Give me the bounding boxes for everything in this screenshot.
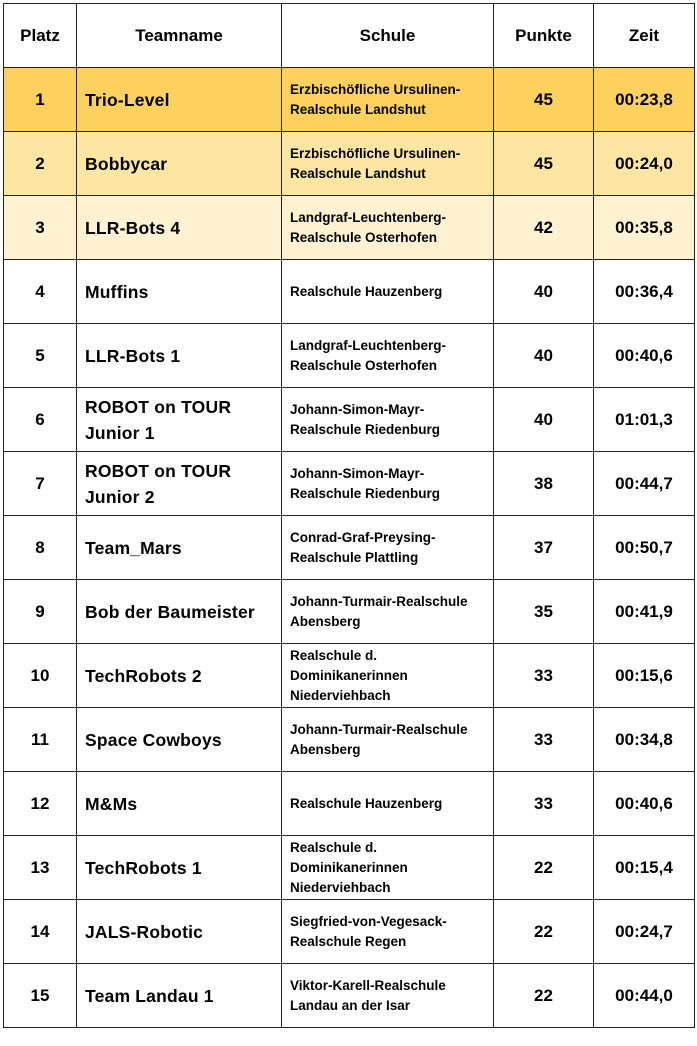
cell-platz: 10	[4, 644, 77, 708]
schule-line: Niederviehbach	[290, 879, 391, 895]
schule-line: Realschule Osterhofen	[290, 229, 438, 245]
cell-teamname	[77, 516, 282, 580]
cell-schule	[282, 836, 494, 900]
schule-line: Johann-Simon-Mayr-	[290, 465, 425, 481]
table-row	[4, 964, 695, 1028]
cell-punkte: 33	[494, 644, 594, 708]
cell-teamname	[77, 836, 282, 900]
header-punkte: Punkte	[494, 4, 594, 68]
cell-punkte: 40	[494, 260, 594, 324]
table-row	[4, 516, 695, 580]
cell-punkte: 40	[494, 324, 594, 388]
teamname-line: ROBOT on TOUR	[85, 396, 232, 417]
cell-zeit: 00:44,0	[594, 964, 695, 1028]
cell-zeit: 00:15,6	[594, 644, 695, 708]
cell-punkte: 22	[494, 900, 594, 964]
cell-platz: 5	[4, 324, 77, 388]
table-row	[4, 580, 695, 644]
table-row	[4, 388, 695, 452]
teamname-line: Space Cowboys	[85, 729, 222, 750]
schule-line: Realschule Plattling	[290, 549, 419, 565]
table-row	[4, 132, 695, 196]
schule-line: Realschule d.	[290, 647, 378, 663]
cell-schule	[282, 516, 494, 580]
cell-platz: 13	[4, 836, 77, 900]
teamname-line: Bobbycar	[85, 153, 168, 174]
schule-line: Abensberg	[290, 741, 361, 757]
schule-line: Dominikanerinnen	[290, 667, 408, 683]
cell-zeit: 00:40,6	[594, 324, 695, 388]
cell-zeit: 00:40,6	[594, 772, 695, 836]
teamname-line: Junior 1	[85, 422, 155, 443]
cell-zeit: 01:01,3	[594, 388, 695, 452]
schule-line: Realschule Riedenburg	[290, 485, 441, 501]
schule-line: Johann-Turmair-Realschule	[290, 721, 468, 737]
cell-schule	[282, 324, 494, 388]
schule-line: Conrad-Graf-Preysing-	[290, 529, 436, 545]
table-row	[4, 452, 695, 516]
cell-platz: 6	[4, 388, 77, 452]
cell-schule	[282, 452, 494, 516]
cell-punkte: 42	[494, 196, 594, 260]
teamname-line: Trio-Level	[85, 89, 170, 110]
cell-teamname	[77, 772, 282, 836]
table-row	[4, 68, 695, 132]
cell-platz: 8	[4, 516, 77, 580]
cell-teamname	[77, 452, 282, 516]
cell-platz: 15	[4, 964, 77, 1028]
cell-teamname	[77, 580, 282, 644]
results-table-container	[3, 3, 694, 1028]
cell-punkte: 33	[494, 772, 594, 836]
cell-teamname	[77, 964, 282, 1028]
teamname-line: Junior 2	[85, 486, 155, 507]
cell-zeit: 00:41,9	[594, 580, 695, 644]
results-body	[4, 68, 695, 1028]
cell-punkte: 40	[494, 388, 594, 452]
table-row	[4, 772, 695, 836]
schule-line: Landgraf-Leuchtenberg-	[290, 337, 447, 353]
teamname-line: ROBOT on TOUR	[85, 460, 232, 481]
schule-line: Realschule Hauzenberg	[290, 795, 443, 811]
cell-platz: 14	[4, 900, 77, 964]
teamname-line: Bob der Baumeister	[85, 601, 255, 622]
header-row	[4, 4, 695, 68]
cell-punkte: 38	[494, 452, 594, 516]
cell-teamname	[77, 708, 282, 772]
schule-line: Dominikanerinnen	[290, 859, 408, 875]
schule-line: Johann-Turmair-Realschule	[290, 593, 468, 609]
cell-schule	[282, 964, 494, 1028]
cell-schule	[282, 900, 494, 964]
cell-punkte: 33	[494, 708, 594, 772]
cell-schule	[282, 260, 494, 324]
cell-punkte: 22	[494, 964, 594, 1028]
header-zeit: Zeit	[594, 4, 695, 68]
cell-schule	[282, 68, 494, 132]
cell-zeit: 00:50,7	[594, 516, 695, 580]
cell-platz: 2	[4, 132, 77, 196]
cell-schule	[282, 580, 494, 644]
teamname-line: TechRobots 1	[85, 857, 202, 878]
schule-line: Viktor-Karell-Realschule	[290, 977, 446, 993]
schule-line: Erzbischöfliche Ursulinen-	[290, 145, 461, 161]
cell-schule	[282, 388, 494, 452]
cell-platz: 4	[4, 260, 77, 324]
header-schule: Schule	[282, 4, 494, 68]
cell-zeit: 00:23,8	[594, 68, 695, 132]
schule-line: Realschule Hauzenberg	[290, 283, 443, 299]
cell-platz: 12	[4, 772, 77, 836]
teamname-line: JALS-Robotic	[85, 921, 204, 942]
cell-platz: 11	[4, 708, 77, 772]
teamname-line: Muffins	[85, 281, 149, 302]
cell-platz: 1	[4, 68, 77, 132]
cell-platz: 7	[4, 452, 77, 516]
table-row	[4, 260, 695, 324]
cell-punkte: 37	[494, 516, 594, 580]
header-teamname: Teamname	[77, 4, 282, 68]
teamname-line: TechRobots 2	[85, 665, 202, 686]
schule-line: Realschule Osterhofen	[290, 357, 438, 373]
cell-teamname	[77, 260, 282, 324]
cell-zeit: 00:36,4	[594, 260, 695, 324]
table-row	[4, 708, 695, 772]
table-row	[4, 836, 695, 900]
cell-schule	[282, 708, 494, 772]
cell-teamname	[77, 900, 282, 964]
cell-schule	[282, 196, 494, 260]
cell-teamname	[77, 68, 282, 132]
cell-teamname	[77, 132, 282, 196]
schule-line: Abensberg	[290, 613, 361, 629]
teamname-line: Team_Mars	[85, 537, 182, 558]
cell-zeit: 00:34,8	[594, 708, 695, 772]
cell-teamname	[77, 644, 282, 708]
teamname-line: Team Landau 1	[85, 985, 214, 1006]
cell-schule	[282, 644, 494, 708]
table-row	[4, 644, 695, 708]
table-row	[4, 196, 695, 260]
schule-line: Siegfried-von-Vegesack-	[290, 913, 447, 929]
cell-teamname	[77, 388, 282, 452]
table-row	[4, 900, 695, 964]
cell-platz: 9	[4, 580, 77, 644]
cell-platz: 3	[4, 196, 77, 260]
header-platz: Platz	[4, 4, 77, 68]
cell-zeit: 00:24,0	[594, 132, 695, 196]
cell-teamname	[77, 324, 282, 388]
cell-punkte: 35	[494, 580, 594, 644]
schule-line: Johann-Simon-Mayr-	[290, 401, 425, 417]
cell-zeit: 00:35,8	[594, 196, 695, 260]
cell-schule	[282, 772, 494, 836]
schule-line: Realschule Landshut	[290, 165, 426, 181]
cell-zeit: 00:44,7	[594, 452, 695, 516]
table-row	[4, 324, 695, 388]
schule-line: Erzbischöfliche Ursulinen-	[290, 81, 461, 97]
schule-line: Realschule Landshut	[290, 101, 426, 117]
cell-punkte: 22	[494, 836, 594, 900]
cell-zeit: 00:24,7	[594, 900, 695, 964]
schule-line: Landgraf-Leuchtenberg-	[290, 209, 447, 225]
teamname-line: LLR-Bots 4	[85, 217, 181, 238]
cell-zeit: 00:15,4	[594, 836, 695, 900]
schule-line: Realschule Riedenburg	[290, 421, 441, 437]
schule-line: Niederviehbach	[290, 687, 391, 703]
cell-punkte: 45	[494, 132, 594, 196]
teamname-line: LLR-Bots 1	[85, 345, 181, 366]
cell-punkte: 45	[494, 68, 594, 132]
results-table	[3, 3, 695, 1028]
schule-line: Landau an der Isar	[290, 997, 411, 1013]
cell-teamname	[77, 196, 282, 260]
teamname-line: M&Ms	[85, 793, 138, 814]
schule-line: Realschule Regen	[290, 933, 407, 949]
cell-schule	[282, 132, 494, 196]
schule-line: Realschule d.	[290, 839, 378, 855]
